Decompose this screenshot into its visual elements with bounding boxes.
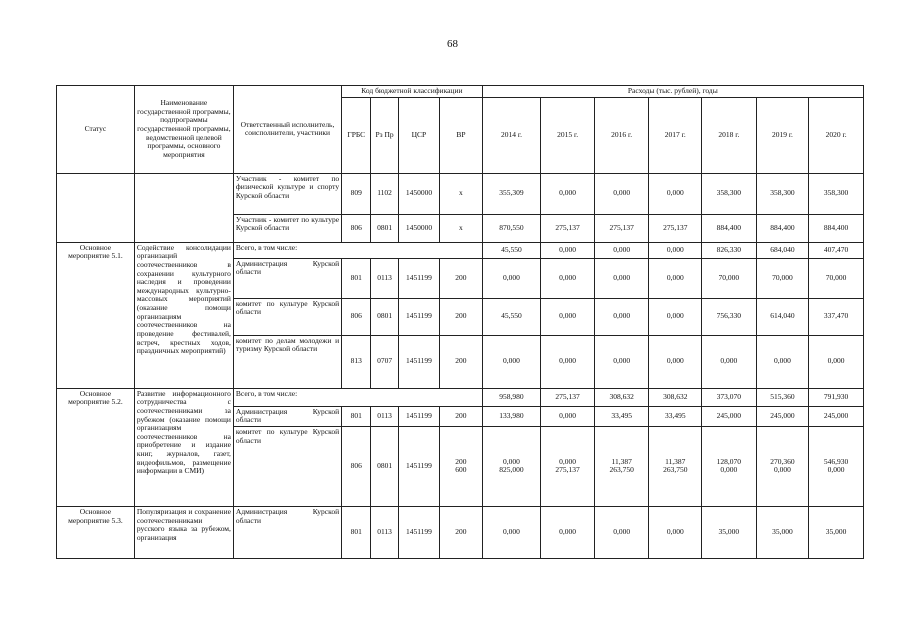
rzpr-cell: 0801 [371,298,398,335]
total-value: 407,470 [809,242,864,258]
status-cell: Основное мероприятие 5.1. [57,242,135,388]
page-number: 68 [447,38,458,50]
value: 275,137 [555,465,580,475]
value-cell [809,426,864,506]
total-value: 515,360 [756,388,809,406]
value-cell: 0,000 [649,258,702,298]
grbs-cell: 806 [342,426,371,506]
value: 263,750 [663,465,688,475]
rzpr-cell: 0113 [371,258,398,298]
value-cell [702,426,757,506]
vr-cell: 200 [440,406,482,426]
value: 270,360 [770,456,795,466]
vr-cell: x [440,214,482,242]
table-row [57,242,864,258]
value-cell: 0,000 [541,258,595,298]
table-row [57,506,864,558]
value-cell: 358,300 [809,173,864,214]
header-program-name: Наименование государственной программы, подпрограммы государственной программы, ведомственной целевой программы, основного мероприятия [134,86,233,174]
header-csr: ЦСР [398,97,439,173]
value: 11,387 [611,456,632,466]
executor-cell: Администрация Курской области [233,506,341,558]
value-cell [756,426,809,506]
value: 11,387 [665,456,686,466]
vr-cell [440,426,482,506]
value-cell: 337,470 [809,298,864,335]
header-grbs: ГРБС [342,97,371,173]
value-cell: 33,495 [649,406,702,426]
vr-cell: 200 [440,335,482,388]
value-cell: 245,000 [702,406,757,426]
value-cell [482,426,541,506]
executor-cell: Администрация Курской области [233,406,341,426]
total-value: 308,632 [594,388,649,406]
activity-name-cell: Содействие консолидации организаций соотечественников в сохранении культурного наследия и проведении международных культурно-массовых мероприятий (оказание помощи организациям соотечественников на проведение фестивалей, встреч, крестных ходов, праздничных мероприятий) [134,242,233,388]
value-cell: 0,000 [594,335,649,388]
header-year-2014: 2014 г. [482,97,541,173]
value-cell: 0,000 [541,506,595,558]
vr-cell: x [440,173,482,214]
value: 546,930 [823,456,849,466]
total-value: 275,137 [541,388,595,406]
rzpr-cell: 1102 [371,173,398,214]
vr-value: 600 [455,465,467,475]
header-status: Статус [57,86,135,174]
value-cell: 0,000 [541,335,595,388]
value-cell: 355,309 [482,173,541,214]
value-cell: 358,300 [702,173,757,214]
csr-cell: 1451199 [398,258,439,298]
total-value: 0,000 [541,242,595,258]
grbs-cell: 801 [342,506,371,558]
header-budget-code: Код бюджетной классификации [342,86,483,98]
total-value: 45,550 [482,242,541,258]
value-cell: 35,000 [809,506,864,558]
value-cell: 0,000 [594,173,649,214]
status-cell-empty [57,173,135,242]
value: 0,000 [559,456,577,466]
value: 0,000 [503,456,520,466]
value-cell: 870,550 [482,214,541,242]
value-cell: 35,000 [702,506,757,558]
value-cell: 0,000 [541,298,595,335]
total-value: 826,330 [702,242,757,258]
activity-name-cell: Развитие информационного сотрудничества с соотечественниками за рубежом (оказание помощи организациям соотечественников на приобретение и издание книг, журналов, газет, видеофильмов, размещение информации в СМИ) [134,388,233,506]
csr-cell: 1451199 [398,406,439,426]
status-cell: Основное мероприятие 5.3. [57,506,135,558]
header-year-2017: 2017 г. [649,97,702,173]
value: 263,750 [609,465,634,475]
csr-cell: 1450000 [398,173,439,214]
total-value: 684,040 [756,242,809,258]
value-cell [541,426,595,506]
vr-value: 200 [455,456,467,466]
csr-cell: 1451199 [398,298,439,335]
value-cell: 884,400 [702,214,757,242]
csr-cell: 1450000 [398,214,439,242]
status-cell: Основное мероприятие 5.2. [57,388,135,506]
value-cell: 33,495 [594,406,649,426]
rzpr-cell: 0113 [371,506,398,558]
header-rzpr: Рз Пр [371,97,398,173]
value-cell: 0,000 [482,506,541,558]
executor-cell: Участник - комитет по культуре Курской области [233,214,341,242]
table-row [57,173,864,214]
activity-name-cell: Популяризация и сохранение соотечественниками русского языка за рубежом, организация [134,506,233,558]
header-executor: Ответственный исполнитель, соисполнители, участники [233,86,341,174]
value-cell: 0,000 [649,298,702,335]
value-cell: 0,000 [649,173,702,214]
rzpr-cell: 0801 [371,426,398,506]
value-cell: 0,000 [594,298,649,335]
total-value: 0,000 [594,242,649,258]
value-cell [649,426,702,506]
csr-cell: 1451199 [398,426,439,506]
value-cell: 0,000 [649,335,702,388]
value-cell: 0,000 [541,173,595,214]
value-cell: 275,137 [541,214,595,242]
vr-cell: 200 [440,506,482,558]
header-year-2018: 2018 г. [702,97,757,173]
total-value: 308,632 [649,388,702,406]
value-cell: 0,000 [594,506,649,558]
executor-cell: Участник - комитет по физической культуре и спорту Курской области [233,173,341,214]
total-value: 958,980 [482,388,541,406]
total-label: Всего, в том числе: [233,388,482,406]
header-year-2020: 2020 г. [809,97,864,173]
value-cell: 0,000 [482,258,541,298]
rzpr-cell: 0707 [371,335,398,388]
value-cell: 0,000 [756,335,809,388]
executor-cell: Администрация Курской области [233,258,341,298]
value-cell: 45,550 [482,298,541,335]
executor-cell: комитет по делам молодежи и туризму Курской области [233,335,341,388]
header-year-2019: 2019 г. [756,97,809,173]
total-value: 0,000 [649,242,702,258]
table-row [57,388,864,406]
value-cell: 275,137 [594,214,649,242]
value-cell: 0,000 [809,335,864,388]
grbs-cell: 801 [342,406,371,426]
header-vr: ВР [440,97,482,173]
grbs-cell: 801 [342,258,371,298]
header-expenses: Расходы (тыс. рублей), годы [482,86,863,98]
rzpr-cell: 0113 [371,406,398,426]
executor-cell: комитет по культуре Курской области [233,298,341,335]
value-cell: 35,000 [756,506,809,558]
value-cell: 70,000 [702,258,757,298]
grbs-cell: 806 [342,214,371,242]
header-year-2016: 2016 г. [594,97,649,173]
value: 0,000 [720,465,738,475]
header-year-2015: 2015 г. [541,97,595,173]
value-cell: 614,040 [756,298,809,335]
value-cell: 0,000 [541,406,595,426]
name-cell-empty [134,173,233,242]
value-cell: 70,000 [756,258,809,298]
value-cell: 884,400 [809,214,864,242]
csr-cell: 1451199 [398,506,439,558]
budget-table [56,85,864,559]
value-cell [594,426,649,506]
value-cell: 0,000 [482,335,541,388]
total-label: Всего, в том числе: [233,242,482,258]
value-cell: 358,300 [756,173,809,214]
value-cell: 70,000 [809,258,864,298]
vr-cell: 200 [440,258,482,298]
value: 0,000 [773,465,791,475]
value-cell: 0,000 [649,506,702,558]
grbs-cell: 813 [342,335,371,388]
value-cell: 133,980 [482,406,541,426]
total-value: 791,930 [809,388,864,406]
grbs-cell: 809 [342,173,371,214]
value-cell: 0,000 [702,335,757,388]
value-cell: 0,000 [594,258,649,298]
value: 128,070 [716,456,742,466]
total-value: 373,070 [702,388,757,406]
value: 825,000 [499,465,524,475]
rzpr-cell: 0801 [371,214,398,242]
grbs-cell: 806 [342,298,371,335]
value: 0,000 [827,465,845,475]
executor-cell: комитет по культуре Курской области [233,426,341,506]
csr-cell: 1451199 [398,335,439,388]
value-cell: 245,000 [809,406,864,426]
vr-cell: 200 [440,298,482,335]
value-cell: 245,000 [756,406,809,426]
value-cell: 275,137 [649,214,702,242]
value-cell: 756,330 [702,298,757,335]
value-cell: 884,400 [756,214,809,242]
